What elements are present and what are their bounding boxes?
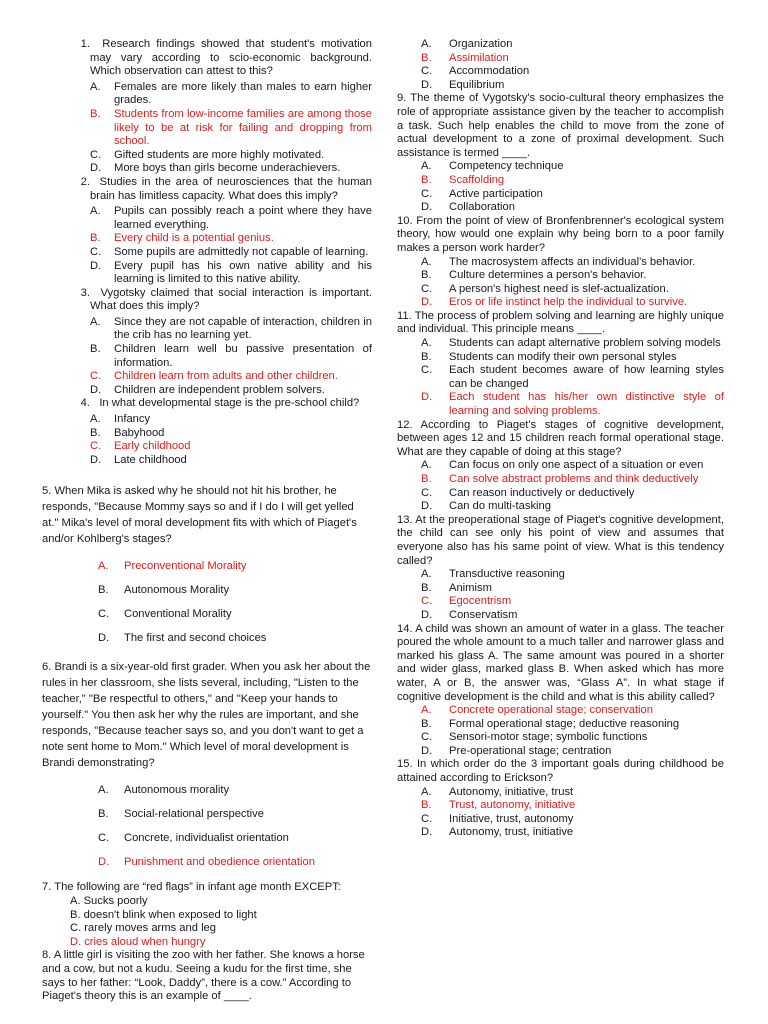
option-d — [421, 609, 724, 623]
options-list — [421, 786, 724, 840]
option-letter: A. — [90, 80, 101, 93]
option-d — [90, 384, 372, 398]
option-letter: D. — [98, 856, 110, 869]
option-letter: D. — [421, 78, 433, 91]
option-text: Since they are not capable of interaction, children in the crib has no learning yet. — [114, 315, 372, 342]
option-text: Organization — [449, 38, 513, 50]
options-list — [98, 559, 372, 655]
option-text: Initiative, trust, autonomy — [449, 812, 574, 825]
option-text: Autonomy, trust, initiative — [449, 826, 574, 839]
option-text: Equilibrium — [449, 78, 505, 91]
question-number: 4. — [80, 397, 90, 410]
question-13: 13. At the preoperational stage of Piaget's cognitive development, the child can see only his point of view and assumes that everyone also has his same point of view. What is this tendency called? — [397, 513, 724, 567]
option-b-correct — [90, 108, 372, 149]
options-list — [70, 895, 372, 949]
option-letter: C. — [90, 440, 102, 453]
option-d — [421, 745, 724, 759]
question-14: 14. A child was shown an amount of water in a glass. The teacher poured the whole amount to a much taller and narrower glass and marked his glass A. The same amount was poured in a shorter and wider glass, marked glass B. When asked which has more water, A or B, the answer was, “Glass A”. In what stage if cognitive development is the child and what is this ability called? — [397, 622, 724, 703]
options-list — [90, 413, 372, 467]
option-letter: A. — [421, 160, 432, 173]
option-a — [90, 316, 372, 343]
option-a-correct — [421, 704, 724, 718]
option-d — [421, 500, 724, 514]
option-letter: A. — [421, 38, 432, 50]
option-letter: C. — [421, 65, 433, 78]
option-b — [90, 343, 372, 370]
option-text: Eros or life instinct help the individual to survive. — [449, 296, 688, 309]
option-text: Infancy — [114, 413, 151, 426]
option-letter: B. — [421, 717, 432, 730]
option-text: Autonomous morality — [124, 784, 230, 797]
option-text: Females are more likely than males to earn higher grades. — [114, 80, 372, 107]
option-letter: C. — [90, 370, 102, 383]
option-text: The first and second choices — [124, 632, 267, 645]
option-letter: C. — [421, 486, 433, 499]
option-text: cries aloud when hungry — [84, 935, 206, 948]
option-letter: A. — [90, 315, 101, 328]
option-c — [98, 831, 372, 855]
option-b — [70, 909, 372, 923]
option-b — [421, 351, 724, 365]
question-3 — [42, 287, 372, 314]
option-text: Late childhood — [114, 453, 187, 466]
option-letter: A. — [70, 895, 81, 907]
question-2 — [42, 176, 372, 203]
option-letter: D. — [421, 201, 433, 214]
option-letter: D. — [421, 391, 433, 404]
option-letter: C. — [70, 922, 82, 935]
option-d — [421, 79, 724, 93]
options-list — [421, 568, 724, 622]
option-letter: B. — [421, 173, 432, 186]
option-a — [70, 895, 372, 909]
option-letter: D. — [421, 744, 433, 757]
question-number: 3. — [80, 286, 90, 299]
option-a — [421, 160, 724, 174]
option-c — [421, 188, 724, 202]
option-text: Concrete, individualist orientation — [124, 832, 289, 845]
option-c — [421, 283, 724, 297]
option-d-correct — [98, 855, 372, 879]
option-a — [421, 786, 724, 800]
option-a — [421, 38, 724, 52]
option-a — [421, 459, 724, 473]
option-a — [98, 783, 372, 807]
option-a — [90, 205, 372, 232]
option-b — [421, 269, 724, 283]
option-c — [90, 246, 372, 260]
option-letter: B. — [70, 908, 81, 921]
question-9: 9. The theme of Vygotsky's socio-cultural theory emphasizes the role of appropriate assistance given by the teacher to accomplish a task. Such help enables the child to move from the zone of actual development to a zone of proximal development. Such assistance is termed ____. — [397, 92, 724, 159]
option-text: Formal operational stage; deductive reasoning — [449, 717, 680, 730]
question-number: 1. — [80, 38, 90, 50]
options-list — [90, 316, 372, 398]
question-stem: In what developmental stage is the pre-school child? — [99, 397, 360, 410]
option-d-correct — [421, 391, 724, 418]
option-letter: A. — [421, 568, 432, 581]
options-list — [421, 704, 724, 758]
option-text: Punishment and obedience orientation — [124, 856, 315, 869]
option-letter: A. — [98, 784, 109, 797]
option-letter: C. — [421, 812, 433, 825]
question-7: 7. The following are “red flags” in infant age month EXCEPT: — [42, 881, 341, 894]
question-4 — [42, 397, 372, 411]
option-letter: B. — [421, 473, 432, 485]
option-letter: B. — [90, 426, 101, 439]
option-d — [90, 162, 372, 176]
option-c — [90, 149, 372, 163]
option-a — [421, 568, 724, 582]
option-text: Accommodation — [449, 65, 530, 78]
option-letter: D. — [90, 162, 102, 175]
option-letter: A. — [421, 704, 432, 717]
option-letter: C. — [421, 187, 433, 200]
question-stem: Vygotsky claimed that social interaction is important. What does this imply? — [90, 286, 373, 313]
option-letter: B. — [421, 581, 432, 594]
question-5: 5. When Mika is asked why he should not hit his brother, he responds, "Because Mommy says so and if I do I will get yelled at." Mika's level of moral development fits with which of Piaget's and/or Kohlberg's stages? — [42, 485, 357, 546]
options-list — [421, 38, 724, 92]
options-list — [421, 337, 724, 419]
option-text: Students can adapt alternative problem solving models — [449, 337, 721, 350]
option-letter: D. — [90, 383, 102, 396]
option-text: Trust, autonomy, initiative — [449, 799, 576, 812]
option-text: Culture determines a person's behavior. — [449, 269, 647, 282]
option-letter: C. — [421, 595, 433, 608]
option-letter: B. — [421, 51, 432, 64]
option-b-correct — [421, 174, 724, 188]
option-text: Social-relational perspective — [124, 808, 264, 821]
option-letter: B. — [90, 232, 101, 245]
options-list — [98, 783, 372, 879]
question-12: 12. According to Piaget's stages of cognitive development, between ages 12 and 15 children reach formal operational stage. What are they capable of doing at this stage? — [397, 418, 724, 458]
option-b-correct — [90, 232, 372, 246]
options-list — [90, 205, 372, 287]
option-letter: A. — [421, 785, 432, 798]
options-list — [421, 160, 724, 214]
option-letter: D. — [70, 935, 82, 948]
option-a — [90, 413, 372, 427]
left-column — [42, 38, 372, 1004]
option-b — [421, 718, 724, 732]
question-number: 2. — [80, 175, 90, 188]
option-text: Children are independent problem solvers. — [114, 383, 325, 396]
option-text: Assimilation — [449, 51, 509, 64]
option-letter: C. — [98, 608, 110, 621]
option-letter: D. — [421, 296, 433, 309]
option-d-correct — [70, 936, 372, 950]
option-d — [90, 454, 372, 468]
option-c — [421, 364, 724, 391]
option-text: Sensori-motor stage; symbolic functions — [449, 731, 648, 744]
option-d — [421, 826, 724, 840]
option-b-correct — [421, 473, 724, 487]
option-c-correct — [90, 370, 372, 384]
option-text: Pre-operational stage; centration — [449, 744, 612, 757]
option-text: Babyhood — [114, 426, 165, 439]
option-letter: B. — [98, 584, 109, 597]
option-b-correct — [421, 52, 724, 66]
option-text: Children learn from adults and other children. — [114, 370, 338, 383]
option-letter: D. — [98, 632, 110, 645]
option-text: rarely moves arms and leg — [84, 922, 217, 935]
option-letter: C. — [421, 364, 433, 377]
option-d — [98, 631, 372, 655]
option-text: Competency technique — [449, 160, 564, 173]
option-a — [90, 81, 372, 108]
option-b — [98, 583, 372, 607]
option-c-correct — [90, 440, 372, 454]
option-letter: C. — [421, 282, 433, 295]
option-letter: A. — [98, 560, 109, 573]
option-letter: C. — [90, 245, 102, 258]
options-list — [421, 459, 724, 513]
option-letter: B. — [90, 343, 101, 356]
option-a — [421, 256, 724, 270]
option-text: Early childhood — [114, 440, 191, 453]
option-text: Animism — [449, 581, 492, 594]
option-d — [90, 260, 372, 287]
option-letter: B. — [90, 107, 101, 120]
option-b — [90, 427, 372, 441]
option-a-correct — [98, 559, 372, 583]
question-stem: Studies in the area of neurosciences that the human brain has limitless capacity. What does this imply? — [90, 175, 372, 202]
option-letter: C. — [90, 148, 102, 161]
question-11: 11. The process of problem solving and learning are highly unique and individual. This principle means ____. — [397, 309, 724, 336]
option-d-correct — [421, 296, 724, 310]
right-column — [397, 38, 724, 840]
option-text: Collaboration — [449, 201, 515, 214]
option-c-correct — [421, 595, 724, 609]
option-c — [421, 813, 724, 827]
option-letter: B. — [421, 350, 432, 363]
option-text: The macrosystem affects an individual's behavior. — [449, 255, 696, 268]
question-10: 10. From the point of view of Bronfenbrenner's ecological system theory, how would one explain why being born to a poor family makes a person work harder? — [397, 214, 724, 254]
option-text: Conservatism — [449, 608, 518, 621]
option-text: doesn't blink when exposed to light — [83, 908, 257, 921]
option-text: Concrete operational stage; conservation — [449, 704, 653, 717]
option-letter: B. — [98, 808, 109, 821]
option-c — [421, 487, 724, 501]
option-b — [421, 582, 724, 596]
option-text: A person's highest need is slef-actualization. — [449, 282, 669, 295]
option-letter: A. — [421, 255, 432, 268]
option-text: Autonomous Morality — [124, 584, 230, 597]
option-text: Students can modify their own personal styles — [449, 350, 677, 363]
option-letter: C. — [421, 731, 433, 744]
option-letter: D. — [421, 608, 433, 621]
option-text: Preconventional Morality — [124, 560, 247, 573]
option-text: Pupils can possibly reach a point where they have learned everything. — [114, 205, 372, 231]
option-text: Every child is a potential genius. — [114, 232, 274, 245]
question-8: 8. A little girl is visiting the zoo with her father. She knows a horse and a cow, but not a kudu. Seeing a kudu for the first time, she says to her father: “Look, Daddy”, there is a cow.” According to Piaget's theory this is an example of ____. — [42, 949, 365, 1003]
question-stem: Research findings showed that student's motivation may vary according to scio-economic background. Which observation can attest to this? — [90, 38, 372, 78]
option-text: Sucks poorly — [83, 895, 148, 907]
option-text: Can focus on only one aspect of a situation or even — [449, 459, 704, 472]
option-c — [98, 607, 372, 631]
option-text: Each student becomes aware of how learning styles can be changed — [449, 364, 724, 390]
options-list — [90, 81, 372, 176]
option-text: Gifted students are more highly motivated. — [114, 148, 325, 161]
option-letter: D. — [90, 259, 102, 272]
option-c — [421, 731, 724, 745]
option-letter: A. — [421, 337, 432, 350]
option-text: Autonomy, initiative, trust — [449, 785, 574, 798]
option-text: Transductive reasoning — [449, 568, 565, 581]
option-c — [70, 922, 372, 936]
option-letter: A. — [90, 413, 101, 426]
option-a — [421, 337, 724, 351]
option-text: Students from low-income families are among those likely to be at risk for failing and dropping from school. — [114, 107, 372, 148]
option-text: Every pupil has his own native ability and his learning is limited to this native ability. — [114, 259, 372, 286]
option-text: Each student has his/her own distinctive style of learning and solving problems. — [449, 391, 724, 418]
option-text: Egocentrism — [449, 595, 512, 608]
option-letter: A. — [421, 459, 432, 472]
option-text: Can solve abstract problems and think deductively — [449, 473, 699, 485]
option-b — [98, 807, 372, 831]
option-text: Active participation — [449, 187, 543, 200]
option-letter: C. — [98, 832, 110, 845]
option-text: Some pupils are admittedly not capable of learning. — [114, 245, 369, 258]
option-text: Can do multi-tasking — [449, 500, 551, 513]
option-c — [421, 65, 724, 79]
option-letter: B. — [421, 269, 432, 282]
question-1 — [42, 38, 372, 79]
option-text: Children learn well bu passive presentation of information. — [114, 343, 372, 369]
option-letter: D. — [421, 826, 433, 839]
option-letter: D. — [90, 453, 102, 466]
option-letter: A. — [90, 205, 101, 218]
options-list — [421, 256, 724, 310]
option-letter: D. — [421, 500, 433, 513]
option-b-correct — [421, 799, 724, 813]
option-text: Scaffolding — [449, 173, 505, 186]
option-text: Conventional Morality — [124, 608, 232, 621]
question-15: 15. In which order do the 3 important goals during childhood be attained according to Erickson? — [397, 758, 724, 785]
option-letter: B. — [421, 799, 432, 812]
question-6: 6. Brandi is a six-year-old first grader. When you ask her about the rules in her classroom, she lists several, including, "Listen to the teacher," "Be respectful to others," and "Keep your hands to yourself." You then ask her why the rules are important, and she responds, "Because teacher says so, and you don't want to get a note sent home to Mom." Which level of moral development is Brandi demonstrating? — [42, 661, 371, 770]
option-text: More boys than girls become underachievers. — [114, 162, 341, 175]
option-d — [421, 201, 724, 215]
option-text: Can reason inductively or deductively — [449, 486, 635, 499]
